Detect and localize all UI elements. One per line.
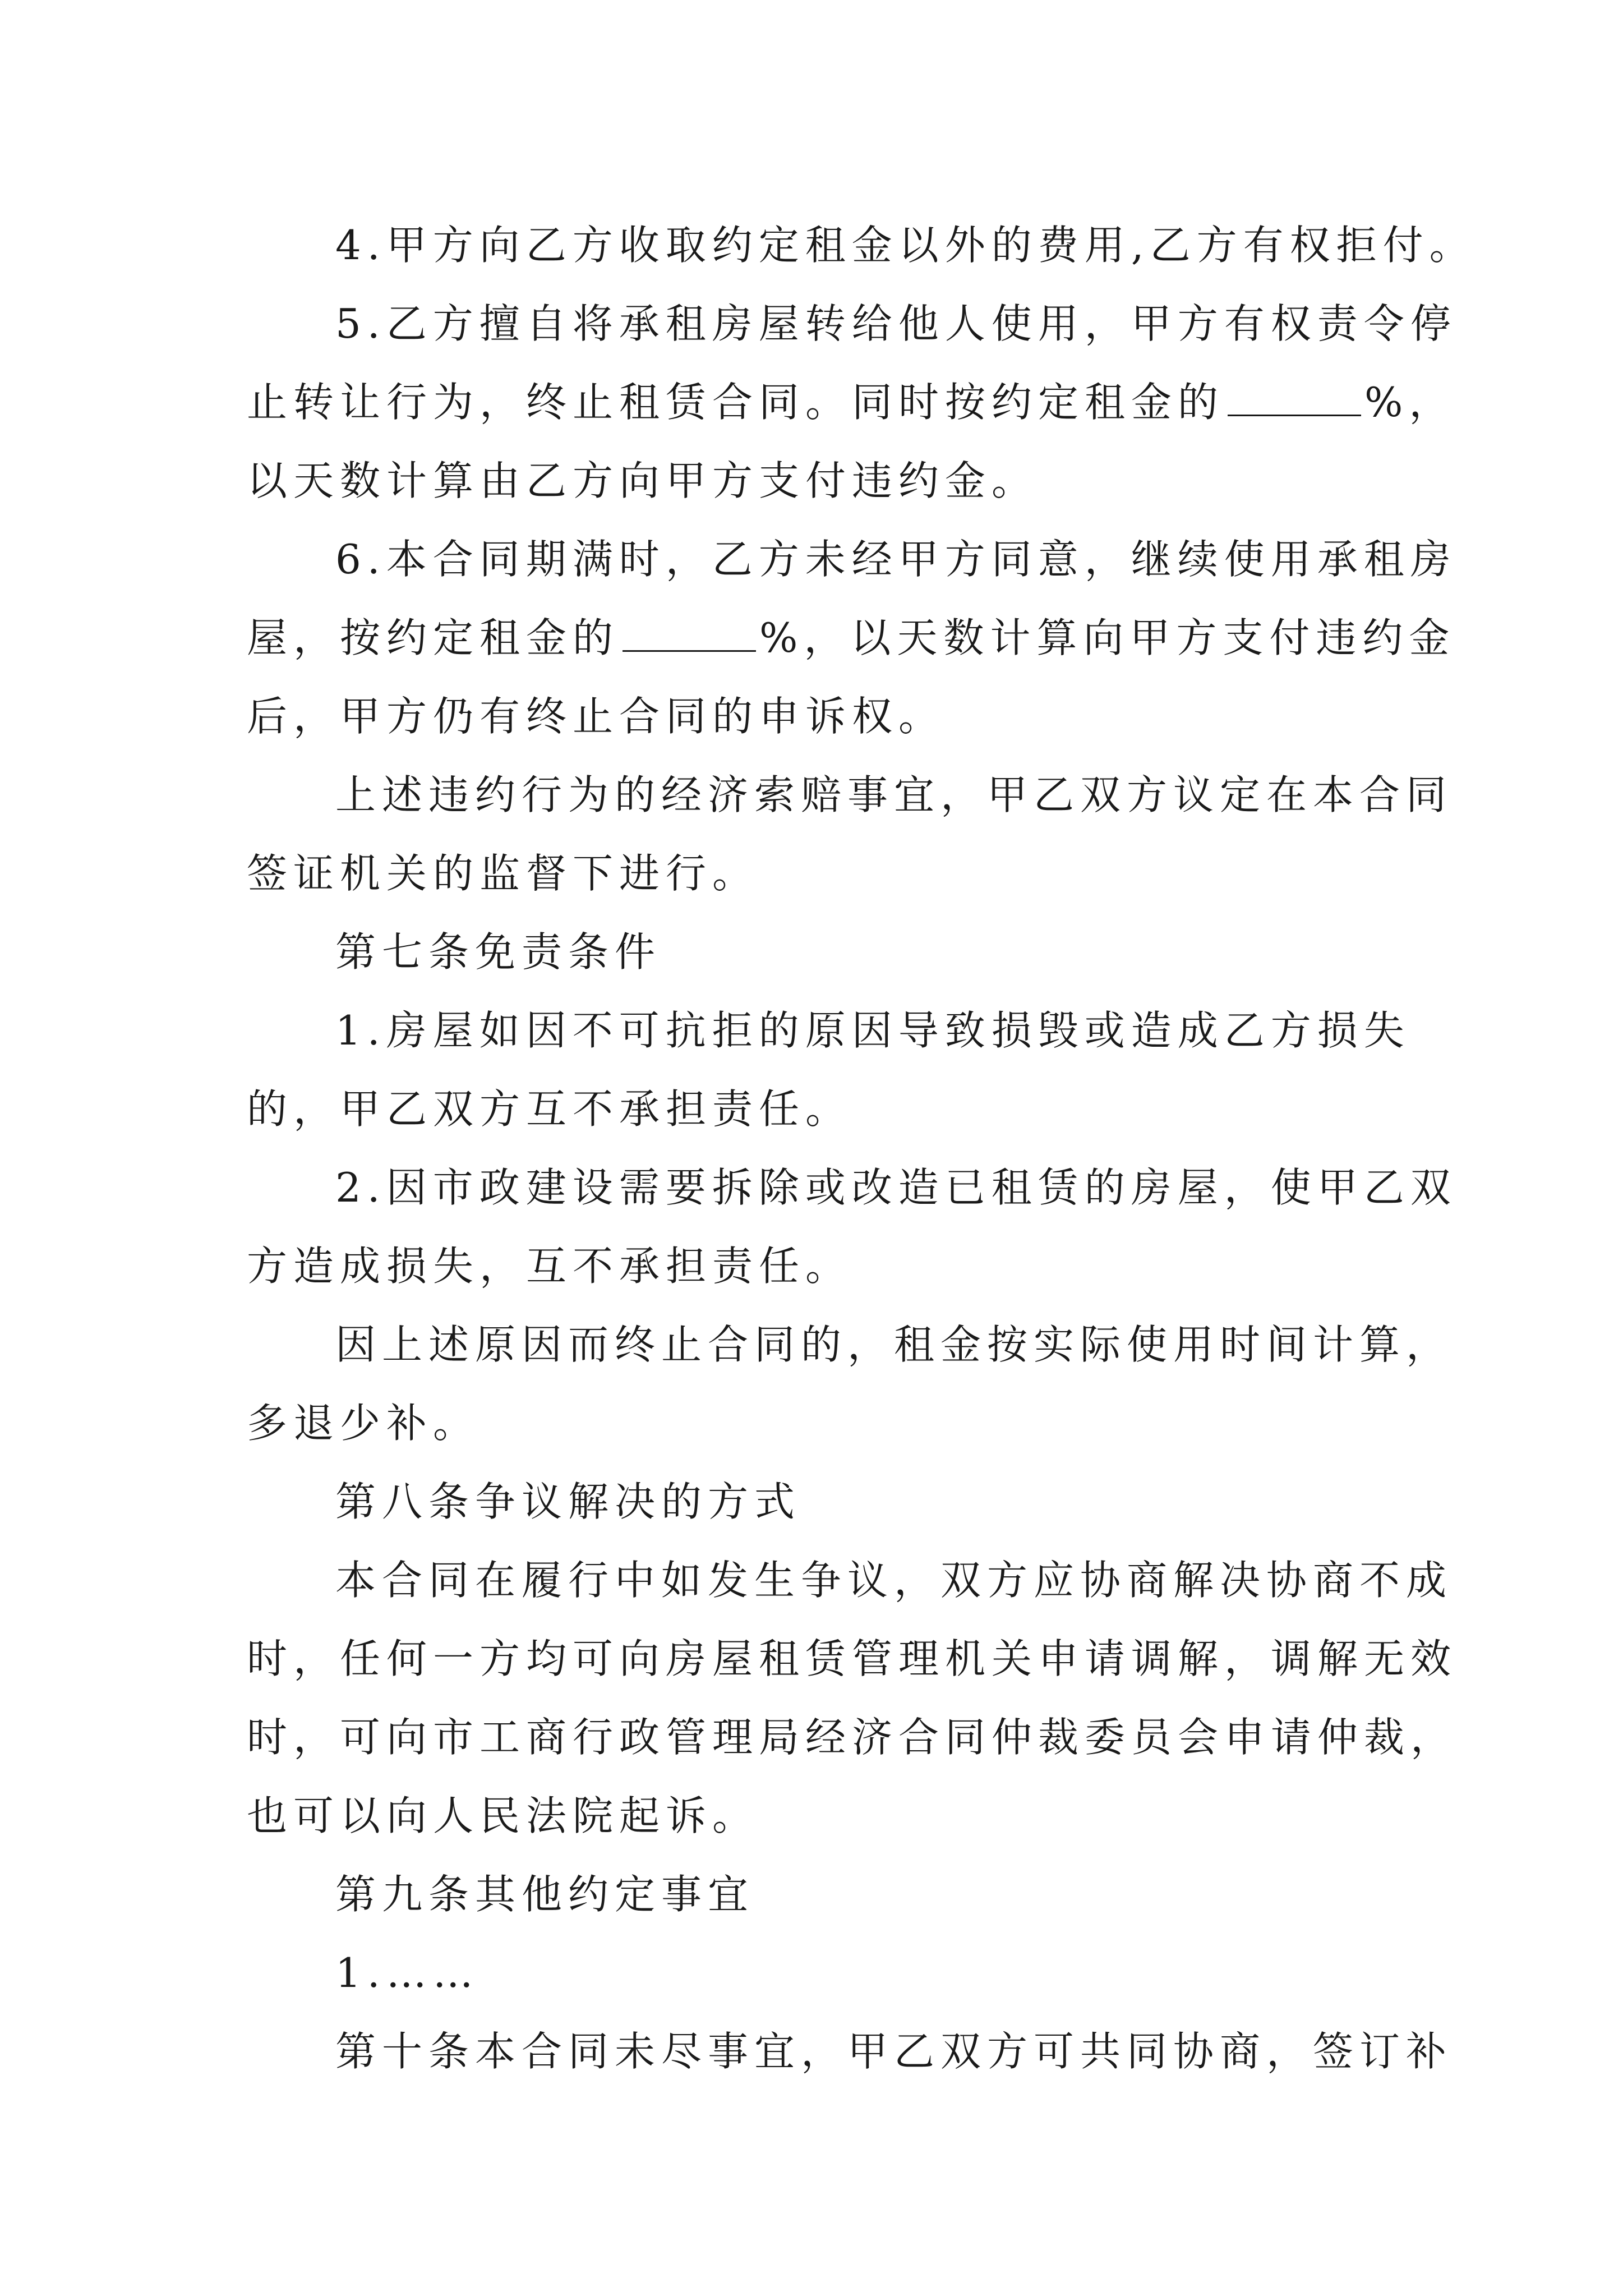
clause-6-text-after-blank: %，以天数计算向甲方支付违约金 (759, 614, 1456, 661)
article-7-item-1-line-1: 1.房屋如因不可抗拒的原因导致损毁或造成乙方损失 (335, 1007, 1410, 1054)
clause-5-text-before-blank: 止转让行为，终止租赁合同。同时按约定租金的 (247, 379, 1225, 426)
clause-6-line-2 (247, 604, 1456, 671)
clause-5-line-1: 5.乙方擅自将承租房屋转给他人使用，甲方有权责令停 (335, 300, 1457, 347)
termination-rent-line-2: 多退少补。 (247, 1400, 480, 1447)
article-7-item-1-line-2: 的，甲乙双方互不承担责任。 (247, 1085, 852, 1133)
percentage-blank (1228, 381, 1361, 416)
clause-4-line: 4.甲方向乙方收取约定租金以外的费用,乙方有权拒付。 (335, 222, 1476, 269)
article-8-line-2: 时，任何一方均可向房屋租赁管理机关申请调解，调解无效 (247, 1635, 1458, 1682)
clause-6-text-before-blank: 屋，按约定租金的 (247, 614, 620, 661)
clause-5-line-2 (247, 369, 1456, 436)
breach-claims-line-2: 签证机关的监督下进行。 (247, 850, 759, 897)
article-7-item-2-line-1: 2.因市政建设需要拆除或改造已租赁的房屋，使甲乙双 (335, 1164, 1457, 1211)
article-7-item-2-line-2: 方造成损失，互不承担责任。 (247, 1243, 852, 1290)
termination-rent-line-1: 因上述原因而终止合同的，租金按实际使用时间计算， (335, 1321, 1453, 1368)
clause-5-line-3: 以天数计算由乙方向甲方支付违约金。 (247, 457, 1039, 504)
article-8-heading: 第八条争议解决的方式 (335, 1478, 801, 1525)
clause-6-line-1: 6.本合同期满时，乙方未经甲方同意，继续使用承租房 (335, 536, 1457, 583)
article-9-item-1: 1.…… (335, 1949, 479, 1996)
clause-5-text-after-blank: %， (1364, 379, 1456, 426)
clause-6-line-3: 后，甲方仍有终止合同的申诉权。 (247, 693, 946, 740)
article-8-line-3: 时，可向市工商行政管理局经济合同仲裁委员会申请仲裁， (247, 1714, 1458, 1761)
breach-claims-line-1: 上述违约行为的经济索赔事宜，甲乙双方议定在本合同 (335, 771, 1453, 818)
percentage-blank (623, 616, 756, 652)
article-10-line-1: 第十条本合同未尽事宜，甲乙双方可共同协商，签订补 (335, 2028, 1453, 2075)
article-9-heading: 第九条其他约定事宜 (335, 1871, 755, 1918)
article-8-line-4: 也可以向人民法院起诉。 (247, 1792, 759, 1839)
article-8-line-1: 本合同在履行中如发生争议，双方应协商解决协商不成 (335, 1557, 1453, 1604)
article-7-heading: 第七条免责条件 (335, 928, 662, 976)
